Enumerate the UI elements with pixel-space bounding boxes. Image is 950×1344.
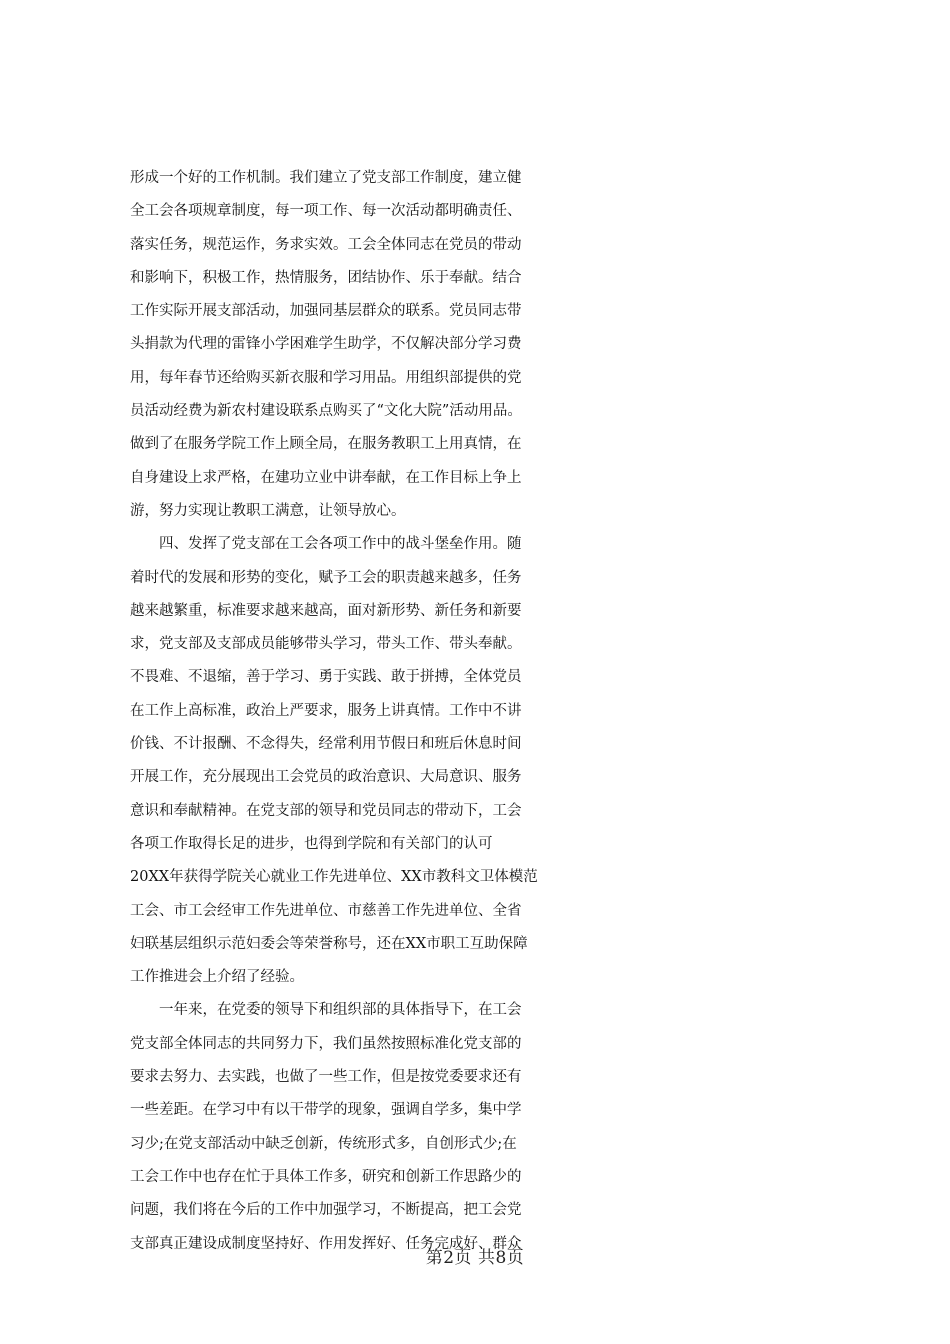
text-line: 全工会各项规章制度，每一项工作、每一次活动都明确责任、 — [130, 203, 522, 220]
text-line: 做到了在服务学院工作上顾全局，在服务教职工上用真情，在 — [130, 436, 522, 453]
text-line: 越来越繁重，标准要求越来越高，面对新形势、新任务和新要 — [130, 602, 522, 619]
document-body — [130, 162, 830, 1261]
text-line: 在工作上高标准，政治上严要求，服务上讲真情。工作中不讲 — [130, 702, 522, 719]
text-line: 价钱、不计报酬、不念得失，经常利用节假日和班后休息时间 — [130, 736, 522, 753]
text-line: 开展工作，充分展现出工会党员的政治意识、大局意识、服务 — [130, 769, 522, 786]
text-line: 党支部全体同志的共同努力下，我们虽然按照标准化党支部的 — [130, 1035, 522, 1052]
text-line: 不畏难、不退缩，善于学习、勇于实践、敢于拼搏，全体党员 — [130, 669, 522, 686]
text-line: 和影响下，积极工作，热情服务，团结协作、乐于奉献。结合 — [130, 269, 522, 286]
text-line: 一年来，在党委的领导下和组织部的具体指导下，在工会 — [130, 1002, 522, 1019]
text-line: 四、发挥了党支部在工会各项工作中的战斗堡垒作用。随 — [130, 536, 522, 553]
page-number-footer: 第2页 共8页 — [425, 1248, 525, 1268]
text-line: 一些差距。在学习中有以干带学的现象，强调自学多，集中学 — [130, 1102, 522, 1119]
text-line: 头捐款为代理的雷锋小学困难学生助学，不仅解决部分学习费 — [130, 336, 522, 353]
text-line: 工会、市工会经审工作先进单位、市慈善工作先进单位、全省 — [130, 902, 522, 919]
text-line: 自身建设上求严格，在建功立业中讲奉献，在工作目标上争上 — [130, 469, 522, 486]
text-line: 用，每年春节还给购买新衣服和学习用品。用组织部提供的党 — [130, 369, 522, 386]
text-line: 妇联基层组织示范妇委会等荣誉称号，还在XX市职工互助保障 — [130, 935, 528, 952]
text-line: 游，努力实现让教职工满意，让领导放心。 — [130, 502, 406, 519]
text-line: 工作推进会上介绍了经验。 — [130, 969, 304, 986]
text-line: 意识和奉献精神。在党支部的领导和党员同志的带动下，工会 — [130, 802, 522, 819]
text-line: 着时代的发展和形势的变化，赋予工会的职责越来越多，任务 — [130, 569, 522, 586]
text-line: 员活动经费为新农村建设联系点购买了“文化大院”活动用品。 — [130, 403, 522, 420]
text-line: 习少;在党支部活动中缺乏创新，传统形式多，自创形式少;在 — [130, 1135, 517, 1152]
text-line: 问题，我们将在今后的工作中加强学习，不断提高，把工会党 — [130, 1202, 522, 1219]
text-line: 20XX年获得学院关心就业工作先进单位、XX市教科文卫体模范 — [130, 869, 538, 886]
text-line: 要求去努力、去实践，也做了一些工作，但是按党委要求还有 — [130, 1069, 522, 1086]
text-line: 落实任务，规范运作，务求实效。工会全体同志在党员的带动 — [130, 236, 522, 253]
text-line: 形成一个好的工作机制。我们建立了党支部工作制度，建立健 — [130, 170, 522, 186]
text-line: 各项工作取得长足的进步，也得到学院和有关部门的认可 — [130, 835, 493, 852]
text-line: 工作实际开展支部活动，加强同基层群众的联系。党员同志带 — [130, 303, 522, 320]
text-line: 工会工作中也存在忙于具体工作多，研究和创新工作思路少的 — [130, 1168, 522, 1185]
text-line: 求，党支部及支部成员能够带头学习，带头工作、带头奉献。 — [130, 636, 522, 653]
text-line: 支部真正建设成制度坚持好、作用发挥好、任务完成好、群众 — [130, 1235, 522, 1252]
